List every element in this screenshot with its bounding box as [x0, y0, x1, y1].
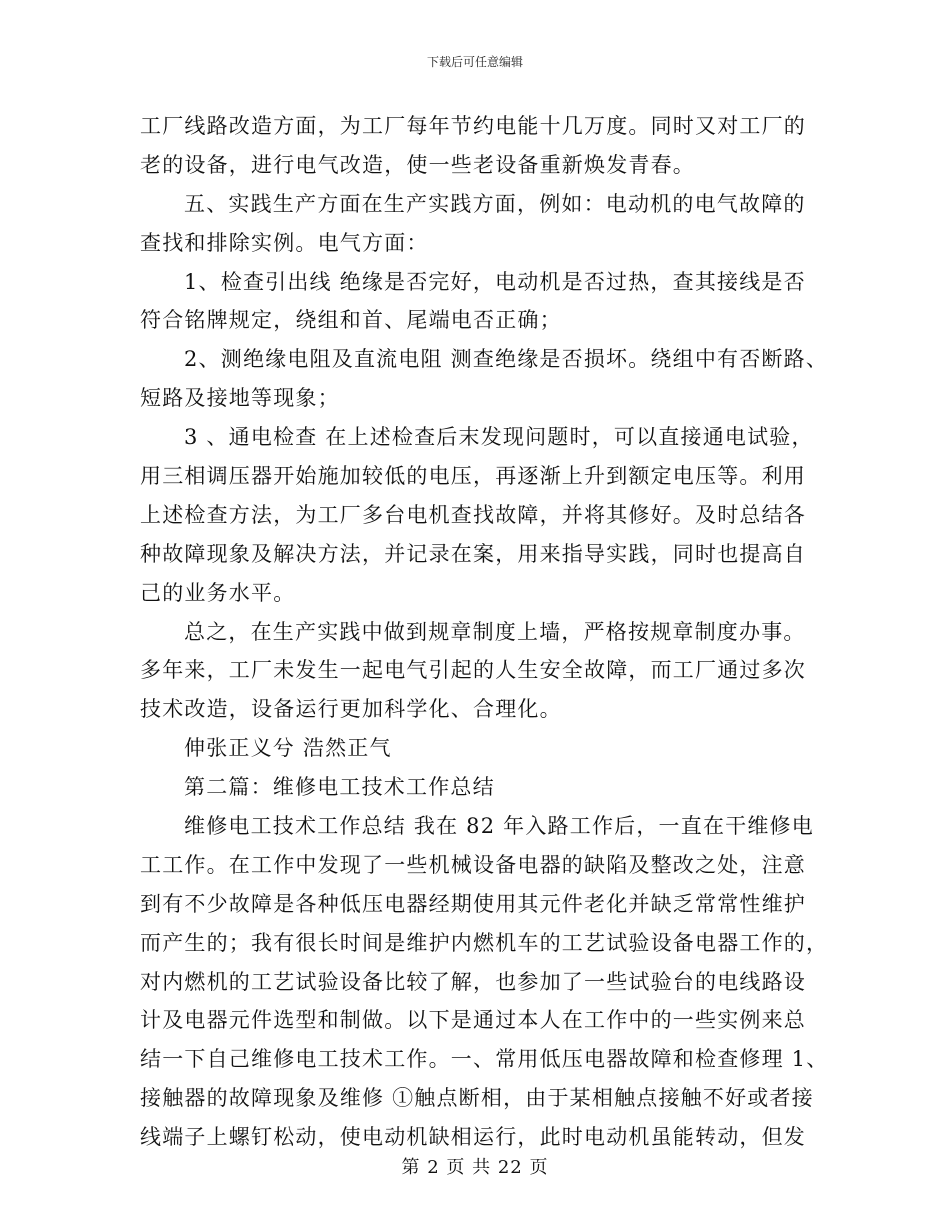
document-body	[140, 107, 829, 1157]
text-line: 工工作。在工作中发现了一些机械设备电器的缺陷及整改之处，注意	[140, 852, 806, 877]
text-line: 短路及接地等现象；	[140, 386, 340, 411]
text-line: 到有不少故障是各种低压电器经期使用其元件老化并缺乏常常性维护	[140, 891, 806, 916]
text-line: 符合铭牌规定，绕组和首、尾端电否正确；	[140, 308, 562, 333]
text-line: 五、实践生产方面在生产实践方面，例如：电动机的电气故障的	[184, 191, 806, 216]
text-line: 工厂线路改造方面，为工厂每年节约电能十几万度。同时又对工厂的	[140, 114, 806, 138]
text-line: 接触器的故障现象及维修 ①触点断相，由于某相触点接触不好或者接	[140, 1086, 814, 1111]
text-line: 2、测绝缘电阻及直流电阻 测查绝缘是否损坏。绕组中有否断路、	[184, 347, 829, 372]
text-line: 用三相调压器开始施加较低的电压，再逐渐上升到额定电压等。利用	[140, 464, 806, 489]
text-line: 总之，在生产实践中做到规章制度上墙，严格按规章制度办事。	[184, 619, 806, 644]
text-line: 多年来，工厂未发生一起电气引起的人生安全故障，而工厂通过多次	[140, 658, 806, 683]
text-line: 计及电器元件选型和制做。以下是通过本人在工作中的一些实例来总	[140, 1008, 806, 1033]
text-line: 伸张正义兮 浩然正气	[184, 736, 392, 761]
text-line: 1、检查引出线 绝缘是否完好，电动机是否过热，查其接线是否	[184, 269, 806, 294]
text-line: 老的设备，进行电气改造，使一些老设备重新焕发青春。	[140, 152, 695, 177]
section-heading: 第二篇：维修电工技术工作总结	[184, 775, 495, 800]
text-line: 对内燃机的工艺试验设备比较了解，也参加了一些试验台的电线路设	[140, 969, 806, 994]
text-line: 种故障现象及解决方法，并记录在案，用来指导实践，同时也提高自	[140, 541, 806, 566]
text-line: 上述检查方法，为工厂多台电机查找故障，并将其修好。及时总结各	[140, 502, 806, 527]
text-line: 3 、通电检查 在上述检查后末发现问题时，可以直接通电试验，	[184, 425, 814, 450]
text-line: 线端子上螺钉松动，使电动机缺相运行，此时电动机虽能转动，但发	[140, 1125, 806, 1150]
text-line: 己的业务水平。	[140, 580, 296, 605]
page-footer: 第 2 页 共 22 页	[401, 1157, 549, 1178]
text-line: 而产生的；我有很长时间是维护内燃机车的工艺试验设备电器工作的，	[140, 930, 829, 955]
text-line: 维修电工技术工作总结 我在 82 年入路工作后，一直在干维修电	[184, 814, 814, 839]
text-line: 结一下自己维修电工技术工作。一、常用低压电器故障和检查修理 1、	[140, 1047, 829, 1072]
page-header: 下载后可任意编辑	[426, 55, 523, 69]
text-line: 技术改造，设备运行更加科学化、合理化。	[140, 697, 562, 722]
text-line: 查找和排除实例。电气方面：	[140, 230, 429, 255]
